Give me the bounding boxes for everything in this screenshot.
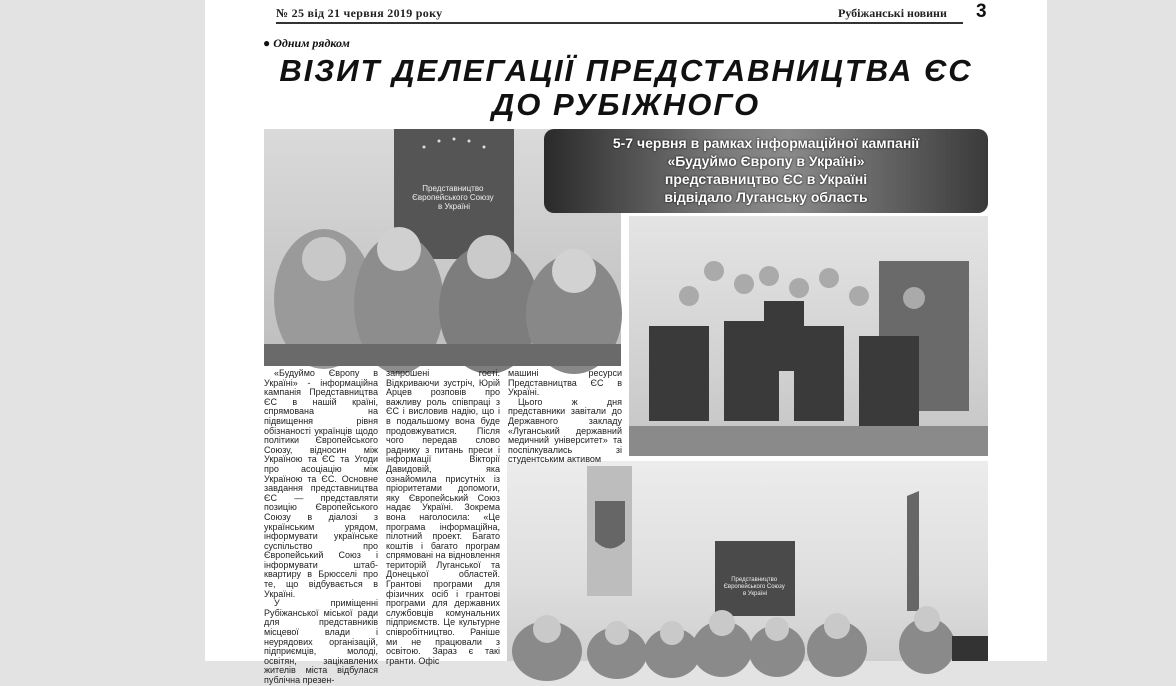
article-column-2 (386, 369, 500, 666)
issue-info: № 25 від 21 червня 2019 року (276, 6, 443, 20)
headline-line-2: ДО РУБІЖНОГО (491, 87, 761, 122)
paragraph: запрошені гості. Відкриваючи зустріч, Юрій Арцев розповів про важливу роль співпраці з ЄС і висловив надію, що і в подальшому вона буде продовжуватися. Після чого передав слово раднику з питань преси і інформації Вікторії Давидовій, яка ознайомила присутніх із пріоритетами допомоги, яку Європейський Союз надає Україні. Зокрема вона наголосила: «Це програма інформаційна, пілотний проект. Багато коштів і багато програм спрямовані на відновлення територій Луганської та Донецької областей. Грантові програми для фізичних осіб і грантові програми для державних службовців комунальних підприємств. Це культурне співробітництво. Раніше ми не працювали з освітою. Зараз є такі гранти. Офіс (386, 368, 500, 666)
banner-line-3: представництво ЄС в Україні (664, 171, 868, 187)
newspaper-title: Рубіжанські новини (838, 6, 947, 20)
paragraph: «Будуймо Європу в Україні» - інформаційна кампанія Представництва ЄС в нашій країні, спрямована на підвищення рівня обізнаності українців щодо політики Європейського Союзу, відносин між Україною та ЄС та Угоди про асоціацію між Україною та ЄС. Основне завдання представництва ЄС — представляти позицію Європейського Союзу в діалозі з українським урядом, інформувати українське суспільство про Європейський Союз і інформувати штаб-квартиру в Брюсселі про те, що відбувається в Україні. (264, 368, 378, 599)
newspaper-page (205, 0, 1047, 685)
svg-text:Представництво Європей: Представництво Європейського Союзу в Україні (412, 184, 494, 211)
campaign-banner (544, 129, 988, 213)
headline-line-1: ВІЗИТ ДЕЛЕГАЦІЇ ПРЕДСТАВНИЦТВА ЄС (279, 53, 973, 88)
photo-group-tshirts (629, 216, 988, 456)
paragraph: У приміщенні Рубіжанської міської ради для представників місцевої влади і неурядових організацій, підприємців, молоді, освітян, зацікавлених жителів міста відбулася публічна презен- (264, 598, 378, 685)
page-number: 3 (976, 1, 987, 22)
article-column-1 (264, 369, 378, 686)
header-rule (276, 22, 963, 24)
banner-line-2: «Будуймо Європу в Україні» (667, 153, 865, 169)
banner-line-1: 5-7 червня в рамках інформаційної кампанії (612, 135, 920, 151)
svg-text:Представництво Європей: Представництво Європейського Союзу в Україні (723, 577, 785, 597)
photo-meeting-hall (507, 461, 988, 661)
paragraph: Цього ж дня представники завітали до Державного закладу «Луганський державний медичний університет» та поспілкувались зі студентським активом (508, 396, 622, 465)
rubric-label: ● Одним рядком (263, 36, 350, 50)
article-column-3 (508, 369, 622, 465)
paragraph: машині ресурси Представництва ЄС в Україні. (508, 368, 622, 398)
banner-line-4: відвідало Луганську область (664, 189, 868, 205)
